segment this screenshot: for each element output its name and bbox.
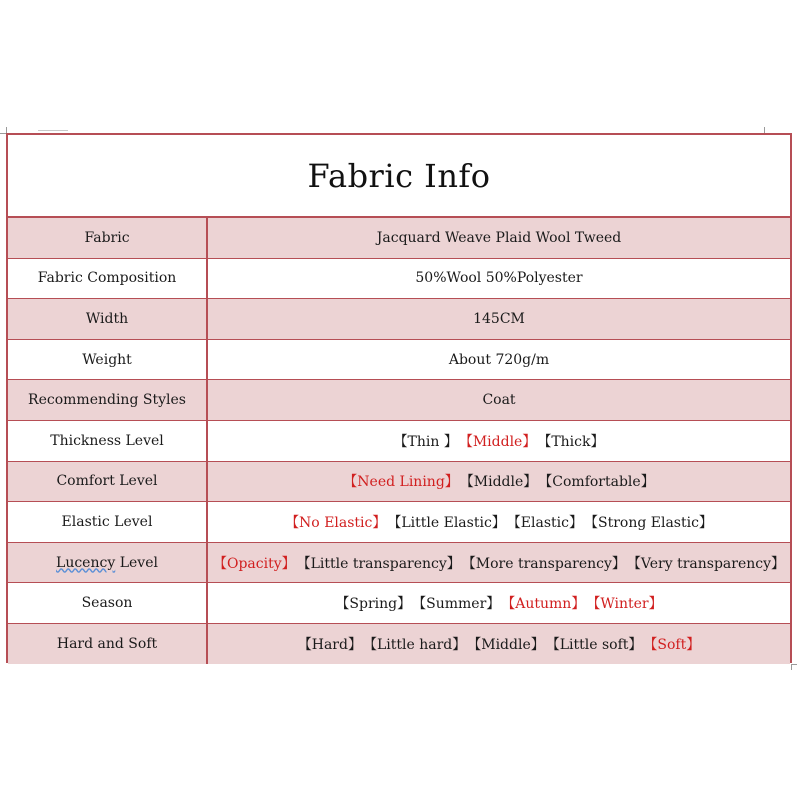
fabric-properties [8, 218, 790, 664]
row-label: Fabric Composition [8, 258, 207, 299]
table-row [8, 299, 790, 340]
option: 【Middle】 [474, 636, 545, 653]
option: 【Thin 】 [393, 433, 458, 450]
option-selected: 【Soft】 [650, 636, 701, 653]
table-row [8, 461, 790, 502]
row-label: Recommending Styles [8, 380, 207, 421]
table-row [8, 542, 790, 583]
option: 【Strong Elastic】 [590, 514, 713, 531]
row-label: Comfort Level [8, 461, 207, 502]
spellcheck-marked-word: Lucency [56, 554, 116, 571]
row-value [207, 583, 790, 624]
option: 【Middle】 [466, 474, 538, 491]
option-selected: 【No Elastic】 [285, 514, 387, 531]
row-value [207, 502, 790, 543]
option-selected: 【Winter】 [593, 596, 663, 613]
option: 【More transparency】 [468, 555, 626, 572]
row-value: 50%Wool 50%Polyester [207, 258, 790, 299]
row-label: Hard and Soft [8, 623, 207, 663]
option: 【Hard】 [297, 636, 362, 653]
option: 【Little transparency】 [303, 555, 461, 572]
row-value: 145CM [207, 299, 790, 340]
table-title: Fabric Info [8, 135, 790, 218]
option: 【Very transparency】 [633, 555, 786, 572]
row-label: Weight [8, 339, 207, 380]
table-row [8, 339, 790, 380]
option-selected: 【Opacity】 [212, 555, 296, 572]
corner-mark-bottom-right [791, 664, 797, 670]
row-label: Width [8, 299, 207, 340]
option-selected: 【Middle】 [465, 433, 537, 450]
row-label-rest: Level [115, 554, 158, 571]
option-selected: 【Need Lining】 [343, 474, 459, 491]
option: 【Spring】 [335, 596, 412, 613]
option: 【Little soft】 [552, 636, 643, 653]
row-label: Season [8, 583, 207, 624]
top-rule-mark [38, 130, 68, 131]
option: 【Summer】 [419, 596, 501, 613]
option: 【Little hard】 [369, 636, 467, 653]
row-label: Thickness Level [8, 420, 207, 461]
row-label: Fabric [8, 218, 207, 258]
option: 【Elastic】 [513, 514, 583, 531]
row-value [207, 542, 790, 583]
row-value: About 720g/m [207, 339, 790, 380]
table-row [8, 502, 790, 543]
table-row [8, 420, 790, 461]
option: 【Comfortable】 [545, 474, 655, 491]
fabric-info-table [6, 133, 792, 663]
option: 【Little Elastic】 [394, 514, 506, 531]
table-row [8, 258, 790, 299]
row-label: Elastic Level [8, 502, 207, 543]
row-value: Coat [207, 380, 790, 421]
row-label [8, 542, 207, 583]
row-value [207, 623, 790, 663]
row-value [207, 461, 790, 502]
option: 【Thick】 [544, 433, 605, 450]
option-selected: 【Autumn】 [508, 596, 586, 613]
table-row [8, 380, 790, 421]
table-row [8, 583, 790, 624]
table-row [8, 218, 790, 258]
row-value: Jacquard Weave Plaid Wool Tweed [207, 218, 790, 258]
table-row [8, 623, 790, 663]
row-value [207, 420, 790, 461]
